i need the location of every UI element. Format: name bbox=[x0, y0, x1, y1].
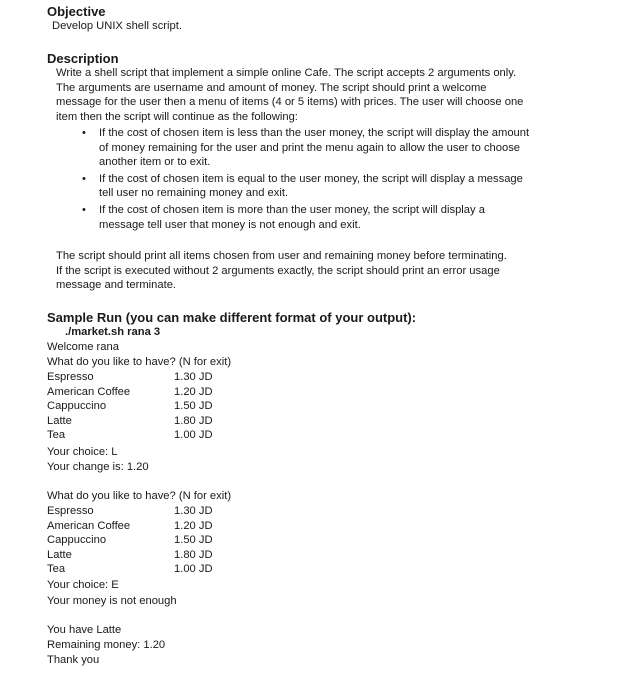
bullet-text: If the cost of chosen item is equal to the user money, the script will display a message tell user no remaining money and exit. bbox=[99, 172, 523, 200]
sample-change-1: Your change is: 1.20 bbox=[47, 461, 149, 473]
menu-item-price: 1.00 JD bbox=[174, 429, 213, 442]
description-bullet-list bbox=[76, 126, 616, 234]
menu-item-name: Cappuccino bbox=[47, 400, 107, 413]
menu-item-name: Espresso bbox=[47, 371, 94, 383]
menu-item-name: Latte bbox=[47, 548, 72, 561]
bullet-item bbox=[76, 203, 616, 232]
bullet-dot-icon: • bbox=[82, 203, 86, 216]
menu-list-2 bbox=[47, 504, 247, 577]
menu-item-name: Espresso bbox=[47, 505, 94, 517]
menu-item-price: 1.50 JD bbox=[174, 400, 213, 413]
menu-item-price: 1.20 JD bbox=[174, 385, 213, 398]
menu-row bbox=[47, 562, 247, 577]
menu-item-name: American Coffee bbox=[47, 519, 131, 532]
menu-row bbox=[47, 533, 247, 548]
sample-you-have: You have Latte bbox=[47, 624, 122, 636]
menu-item-name: Cappuccino bbox=[47, 534, 107, 547]
objective-text: Develop UNIX shell script. bbox=[52, 20, 182, 32]
bullet-text: If the cost of chosen item is less than the user money, the script will display the amount of money remaining for the user and print the menu again to allow the user to choose another item or to exit. bbox=[99, 127, 530, 169]
menu-item-name: American Coffee bbox=[47, 385, 131, 398]
menu-row bbox=[47, 519, 247, 534]
menu-row bbox=[47, 548, 247, 563]
menu-row bbox=[47, 385, 247, 400]
description-closing: The script should print all items chosen from user and remaining money before terminating. If the script is executed without 2 arguments exactly, the script should print an error usage message and terminate. bbox=[56, 250, 507, 292]
sample-prompt-2: What do you like to have? (N for exit) bbox=[47, 490, 232, 502]
menu-row bbox=[47, 428, 247, 443]
menu-item-price: 1.00 JD bbox=[174, 563, 213, 576]
bullet-dot-icon: • bbox=[82, 172, 86, 185]
sample-run-heading: Sample Run (you can make different format of your output): bbox=[47, 310, 417, 325]
menu-item-price: 1.50 JD bbox=[174, 534, 213, 547]
sample-prompt-1: What do you like to have? (N for exit) bbox=[47, 356, 232, 368]
sample-remaining: Remaining money: 1.20 bbox=[47, 639, 166, 651]
menu-item-name: Tea bbox=[47, 429, 66, 442]
bullet-dot-icon: • bbox=[82, 127, 86, 139]
menu-list-1 bbox=[47, 370, 247, 443]
menu-row bbox=[47, 399, 247, 414]
sample-command: ./market.sh rana 3 bbox=[65, 326, 161, 338]
bullet-text: If the cost of chosen item is more than the user money, the script will display a message tell user that money is not enough and exit. bbox=[99, 203, 485, 231]
sample-welcome: Welcome rana bbox=[47, 341, 119, 353]
menu-item-price: 1.30 JD bbox=[174, 505, 213, 517]
menu-row bbox=[47, 414, 247, 429]
menu-row bbox=[47, 370, 247, 385]
menu-item-price: 1.30 JD bbox=[174, 371, 213, 383]
sample-thanks: Thank you bbox=[47, 654, 100, 666]
description-heading: Description bbox=[47, 51, 119, 66]
menu-item-price: 1.20 JD bbox=[174, 519, 213, 532]
sample-choice-2: Your choice: E bbox=[47, 579, 119, 591]
description-intro: Write a shell script that implement a simple online Cafe. The script accepts 2 arguments only. The arguments are username and amount of money. The script should print a welcome message for the user then a menu of items (4 or 5 items) with prices. The user will choose one item then the script will continue as the following: bbox=[56, 67, 524, 123]
bullet-item bbox=[76, 172, 616, 201]
objective-heading: Objective bbox=[47, 4, 106, 19]
menu-item-name: Latte bbox=[47, 414, 72, 427]
bullet-item bbox=[76, 126, 616, 170]
menu-item-price: 1.80 JD bbox=[174, 414, 213, 427]
menu-item-name: Tea bbox=[47, 563, 66, 576]
menu-row bbox=[47, 504, 247, 519]
sample-choice-1: Your choice: L bbox=[47, 446, 118, 458]
menu-item-price: 1.80 JD bbox=[174, 548, 213, 561]
sample-not-enough: Your money is not enough bbox=[47, 595, 177, 607]
